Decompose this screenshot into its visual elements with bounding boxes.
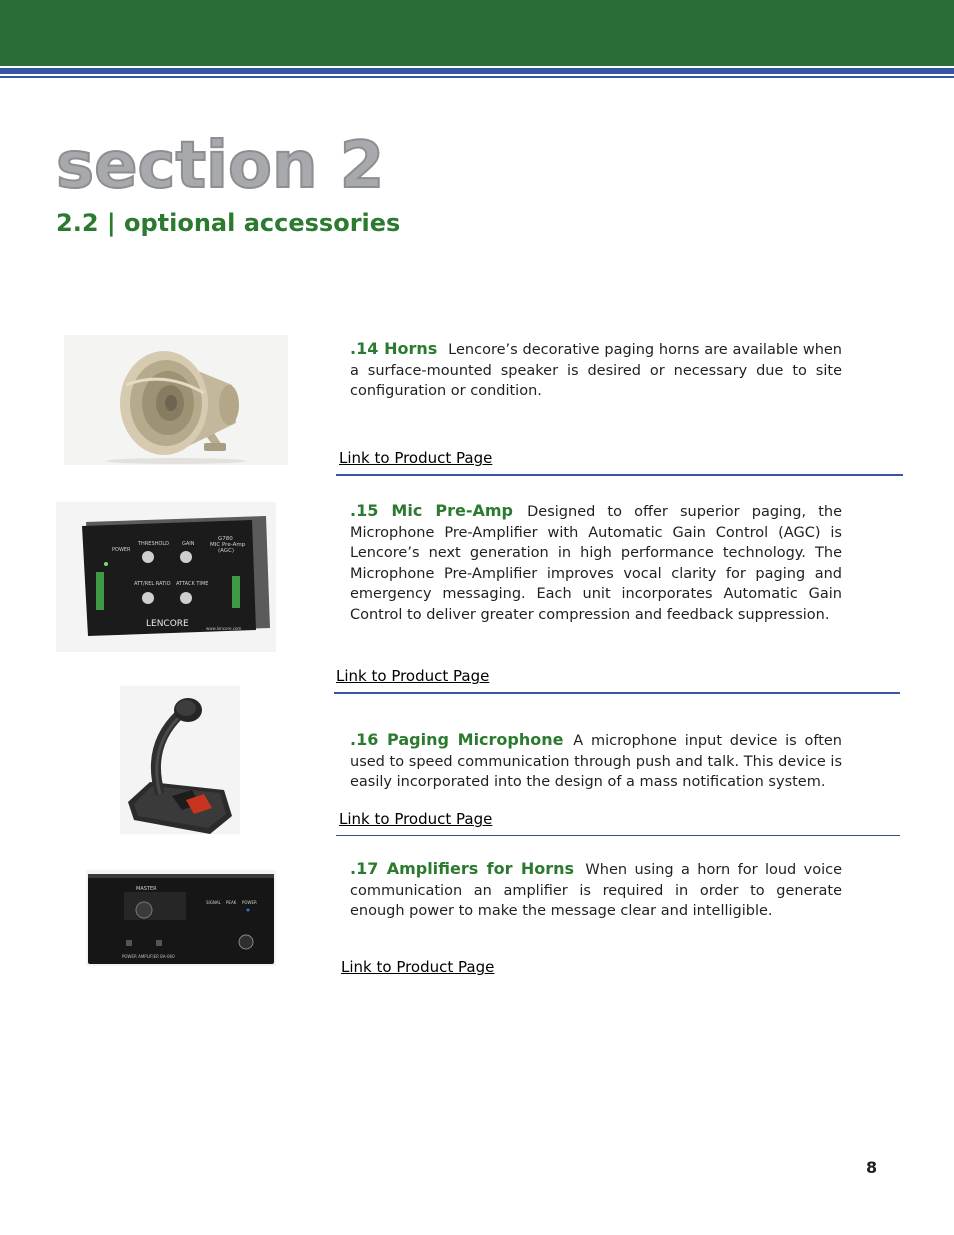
item-microphone-text — [350, 730, 842, 793]
preamp-brand-logo: LENCORE — [146, 619, 189, 629]
section-title: section 2 — [56, 129, 385, 203]
item-amplifier-text — [350, 859, 842, 922]
preamp-gain-label: GAIN — [182, 541, 195, 547]
item-preamp-heading: .15 Mic Pre-Amp — [350, 501, 513, 520]
mic-preamp-image — [56, 502, 276, 652]
preamp-threshold-label: THRESHOLD — [138, 541, 169, 547]
amp-signal-label: SIGNAL — [206, 900, 221, 905]
amplifier-image — [86, 870, 276, 966]
amp-peak-label: PEAK — [226, 900, 237, 905]
top-banner — [0, 0, 954, 66]
microphone-product-link[interactable]: Link to Product Page — [339, 810, 493, 828]
item-microphone-body: A microphone input device is often used to speed communication through push and talk. This device is easily incorporated into the design of a mass notification system. — [350, 733, 842, 790]
item-horns-body: Lencore’s decorative paging horns are available when a surface-mounted speaker is desired or necessary due to site configuration or condition. — [350, 342, 842, 399]
preamp-attack-label: ATTACK TIME — [176, 581, 209, 587]
item-preamp-body: Designed to offer superior paging, the Microphone Pre-Amplifier with Automatic Gain Control (AGC) is Lencore’s next generation in high performance technology. The Microphone Pre-Amplifier improves vocal clarity for paging and emergency messaging. Each unit incorporates Automatic Gain Control to deliver greater compression and feedback suppression. — [350, 504, 842, 623]
header-stripe-thin — [0, 76, 954, 78]
amp-master-label: MASTER — [136, 886, 157, 892]
preamp-website: www.lencore.com — [206, 626, 242, 631]
item-amplifier-body: When using a horn for loud voice communication an amplifier is required in order to generate enough power to make the message clear and intelligible. — [350, 862, 842, 919]
paging-microphone-image — [120, 686, 240, 834]
item-amplifier-heading: .17 Amplifiers for Horns — [350, 859, 575, 878]
horn-image — [64, 335, 288, 465]
amp-power-label: POWER — [242, 900, 257, 905]
horns-product-link[interactable]: Link to Product Page — [339, 449, 493, 467]
amplifier-product-link[interactable]: Link to Product Page — [341, 958, 495, 976]
preamp-model-line1: G780 — [218, 536, 233, 542]
header-stripe — [0, 68, 954, 74]
preamp-model-line3: (AGC) — [218, 548, 235, 554]
preamp-product-link[interactable]: Link to Product Page — [336, 667, 490, 685]
item-horns-heading: .14 Horns — [350, 339, 438, 358]
divider — [336, 474, 903, 476]
preamp-model-line2: MIC Pre-Amp — [210, 542, 246, 548]
divider — [334, 692, 900, 694]
divider — [336, 835, 900, 836]
amp-model-label: POWER AMPLIFIER BA-060 — [122, 954, 175, 959]
item-preamp-text — [350, 501, 842, 625]
preamp-ratio-label: ATT/REL RATIO — [134, 581, 171, 587]
section-subtitle: 2.2 | optional accessories — [56, 209, 401, 237]
item-horns-text — [350, 339, 842, 402]
item-microphone-heading: .16 Paging Microphone — [350, 730, 564, 749]
preamp-power-label: POWER — [112, 547, 131, 553]
page-number: 8 — [866, 1158, 878, 1177]
